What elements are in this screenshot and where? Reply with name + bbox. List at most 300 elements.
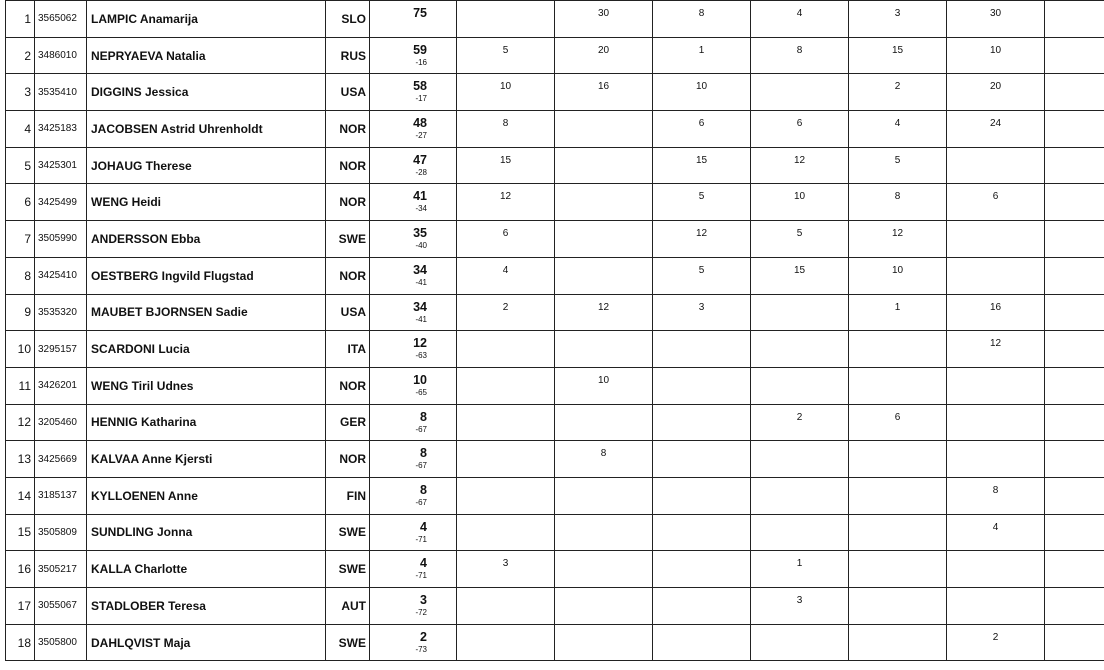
- race-points-cell: [457, 37, 555, 74]
- race-points-cell: [555, 331, 653, 368]
- points-cell: [370, 111, 457, 148]
- race-points-cell: [849, 147, 947, 184]
- race-points-cell: [1045, 514, 1104, 551]
- watermark: [1098, 654, 1104, 670]
- race-points-cell: [457, 441, 555, 478]
- race-points-cell: [555, 404, 653, 441]
- race-points-cell: [947, 551, 1045, 588]
- race-points: 8: [849, 191, 946, 202]
- table-row: [6, 514, 1104, 551]
- athlete-name-cell: DAHLQVIST Maja: [87, 624, 326, 661]
- race-points: 15: [751, 265, 848, 276]
- race-points-cell: [751, 551, 849, 588]
- nation-cell: NOR: [326, 367, 370, 404]
- fis-code-cell: 3505800: [35, 624, 87, 661]
- race-points-cell: [653, 367, 751, 404]
- race-points-cell: [849, 257, 947, 294]
- total-points: 58: [370, 79, 427, 93]
- total-points: 4: [370, 556, 427, 570]
- race-points-cell: [555, 441, 653, 478]
- race-points-cell: [751, 111, 849, 148]
- race-points-cell: [947, 624, 1045, 661]
- race-points-cell: [947, 111, 1045, 148]
- race-points: 3: [751, 595, 848, 606]
- race-points-cell: [457, 551, 555, 588]
- table-row: [6, 257, 1104, 294]
- race-points-cell: [1045, 147, 1104, 184]
- race-points: 4: [947, 522, 1044, 533]
- race-points-cell: [555, 588, 653, 625]
- points-cell: [370, 184, 457, 221]
- athlete-name-cell: LAMPIC Anamarija: [87, 1, 326, 38]
- rank-cell: 11: [6, 367, 35, 404]
- nation-cell: USA: [326, 74, 370, 111]
- points-behind: -63: [370, 351, 427, 361]
- race-points-cell: [653, 147, 751, 184]
- race-points: 5: [751, 228, 848, 239]
- fis-code-cell: 3535320: [35, 294, 87, 331]
- fis-code-cell: 3425499: [35, 184, 87, 221]
- athlete-name-cell: JOHAUG Therese: [87, 147, 326, 184]
- race-points-cell: [947, 257, 1045, 294]
- race-points-cell: [947, 147, 1045, 184]
- total-points: 3: [370, 593, 427, 607]
- race-points-cell: [653, 37, 751, 74]
- race-points-cell: [555, 514, 653, 551]
- race-points-cell: [751, 257, 849, 294]
- nation-cell: NOR: [326, 441, 370, 478]
- athlete-name-cell: MAUBET BJORNSEN Sadie: [87, 294, 326, 331]
- athlete-name-cell: KALVAA Anne Kjersti: [87, 441, 326, 478]
- rank-cell: 5: [6, 147, 35, 184]
- race-points-cell: [751, 37, 849, 74]
- total-points: 35: [370, 226, 427, 240]
- race-points-cell: [653, 111, 751, 148]
- race-points-cell: [555, 477, 653, 514]
- table-row: [6, 331, 1104, 368]
- race-points: 8: [555, 448, 652, 459]
- points-behind: -34: [370, 204, 427, 214]
- race-points: 1: [849, 302, 946, 313]
- table-row: [6, 588, 1104, 625]
- race-points: 3: [457, 558, 554, 569]
- points-cell: [370, 147, 457, 184]
- race-points: 5: [653, 191, 750, 202]
- fis-code-cell: 3185137: [35, 477, 87, 514]
- race-points-cell: [849, 477, 947, 514]
- race-points-cell: [947, 74, 1045, 111]
- race-points-cell: [751, 147, 849, 184]
- race-points-cell: [751, 1, 849, 38]
- nation-cell: GER: [326, 404, 370, 441]
- race-points-cell: [751, 588, 849, 625]
- race-points: 20: [555, 45, 652, 56]
- athlete-name-cell: NEPRYAEVA Natalia: [87, 37, 326, 74]
- race-points-cell: [457, 367, 555, 404]
- points-behind: -72: [370, 608, 427, 618]
- athlete-name-cell: DIGGINS Jessica: [87, 74, 326, 111]
- race-points-cell: [555, 221, 653, 258]
- athlete-name-cell: KALLA Charlotte: [87, 551, 326, 588]
- race-points-cell: [751, 294, 849, 331]
- race-points: 8: [457, 118, 554, 129]
- race-points-cell: [751, 441, 849, 478]
- total-points: 2: [370, 630, 427, 644]
- athlete-name-cell: SCARDONI Lucia: [87, 331, 326, 368]
- points-cell: [370, 624, 457, 661]
- points-cell: [370, 221, 457, 258]
- points-behind: -40: [370, 241, 427, 251]
- race-points-cell: [1045, 221, 1104, 258]
- points-behind: -65: [370, 388, 427, 398]
- race-points: 3: [849, 8, 946, 19]
- nation-cell: NOR: [326, 184, 370, 221]
- race-points: 10: [849, 265, 946, 276]
- fis-code-cell: 3486010: [35, 37, 87, 74]
- fis-code-cell: 3426201: [35, 367, 87, 404]
- race-points: 4: [457, 265, 554, 276]
- table-row: [6, 1, 1104, 38]
- total-points: 8: [370, 483, 427, 497]
- race-points-cell: [653, 551, 751, 588]
- race-points: 12: [751, 155, 848, 166]
- points-cell: [370, 74, 457, 111]
- race-points: 12: [849, 228, 946, 239]
- race-points-cell: [751, 624, 849, 661]
- race-points: 8: [653, 8, 750, 19]
- fis-code-cell: 3505990: [35, 221, 87, 258]
- table-row: [6, 367, 1104, 404]
- rank-cell: 17: [6, 588, 35, 625]
- fis-code-cell: 3425410: [35, 257, 87, 294]
- athlete-name-cell: ANDERSSON Ebba: [87, 221, 326, 258]
- race-points: 10: [555, 375, 652, 386]
- table-row: [6, 37, 1104, 74]
- points-behind: -17: [370, 94, 427, 104]
- rank-cell: 14: [6, 477, 35, 514]
- race-points-cell: [1045, 367, 1104, 404]
- points-behind: -73: [370, 645, 427, 655]
- total-points: 41: [370, 189, 427, 203]
- nation-cell: SWE: [326, 624, 370, 661]
- race-points-cell: [1045, 477, 1104, 514]
- race-points: 20: [947, 81, 1044, 92]
- race-points-cell: [849, 624, 947, 661]
- nation-cell: NOR: [326, 111, 370, 148]
- race-points-cell: [751, 514, 849, 551]
- rank-cell: 6: [6, 184, 35, 221]
- race-points-cell: [555, 551, 653, 588]
- rank-cell: 4: [6, 111, 35, 148]
- race-points-cell: [457, 588, 555, 625]
- table-row: [6, 147, 1104, 184]
- race-points-cell: [1045, 74, 1104, 111]
- race-points: 2: [849, 81, 946, 92]
- points-cell: [370, 441, 457, 478]
- race-points-cell: [653, 331, 751, 368]
- race-points-cell: [653, 294, 751, 331]
- nation-cell: NOR: [326, 257, 370, 294]
- race-points-cell: [653, 588, 751, 625]
- rank-cell: 13: [6, 441, 35, 478]
- points-behind: -16: [370, 58, 427, 68]
- points-cell: [370, 37, 457, 74]
- race-points: 15: [849, 45, 946, 56]
- race-points: 16: [947, 302, 1044, 313]
- race-points: 6: [457, 228, 554, 239]
- rank-cell: 15: [6, 514, 35, 551]
- fis-code-cell: 3295157: [35, 331, 87, 368]
- total-points: 8: [370, 410, 427, 424]
- race-points-cell: [947, 221, 1045, 258]
- race-points-cell: [653, 184, 751, 221]
- points-cell: [370, 514, 457, 551]
- race-points-cell: [947, 404, 1045, 441]
- athlete-name-cell: JACOBSEN Astrid Uhrenholdt: [87, 111, 326, 148]
- race-points: 6: [849, 412, 946, 423]
- race-points: 4: [751, 8, 848, 19]
- athlete-name-cell: HENNIG Katharina: [87, 404, 326, 441]
- total-points: 75: [370, 6, 427, 20]
- race-points-cell: [1045, 331, 1104, 368]
- race-points-cell: [653, 441, 751, 478]
- table-row: [6, 111, 1104, 148]
- race-points-cell: [751, 184, 849, 221]
- race-points-cell: [457, 477, 555, 514]
- race-points-cell: [849, 111, 947, 148]
- athlete-name-cell: WENG Tiril Udnes: [87, 367, 326, 404]
- race-points: 4: [849, 118, 946, 129]
- race-points-cell: [555, 74, 653, 111]
- race-points-cell: [751, 331, 849, 368]
- points-behind: -28: [370, 168, 427, 178]
- race-points-cell: [1045, 37, 1104, 74]
- points-behind: -67: [370, 498, 427, 508]
- race-points-cell: [457, 514, 555, 551]
- race-points-cell: [555, 184, 653, 221]
- race-points-cell: [1045, 551, 1104, 588]
- race-points-cell: [457, 404, 555, 441]
- race-points-cell: [653, 1, 751, 38]
- points-behind: -71: [370, 535, 427, 545]
- table-row: [6, 551, 1104, 588]
- fis-code-cell: 3205460: [35, 404, 87, 441]
- race-points-cell: [653, 257, 751, 294]
- race-points-cell: [751, 477, 849, 514]
- race-points: 6: [653, 118, 750, 129]
- nation-cell: USA: [326, 294, 370, 331]
- race-points: 30: [947, 8, 1044, 19]
- race-points: 10: [947, 45, 1044, 56]
- race-points-cell: [947, 184, 1045, 221]
- race-points-cell: [849, 184, 947, 221]
- race-points: 5: [849, 155, 946, 166]
- race-points-cell: [947, 1, 1045, 38]
- race-points-cell: [653, 477, 751, 514]
- race-points-cell: [457, 111, 555, 148]
- table-row: [6, 441, 1104, 478]
- race-points: 2: [751, 412, 848, 423]
- race-points: 5: [653, 265, 750, 276]
- race-points-cell: [947, 367, 1045, 404]
- nation-cell: SWE: [326, 221, 370, 258]
- race-points-cell: [457, 184, 555, 221]
- points-cell: [370, 331, 457, 368]
- fis-code-cell: 3425669: [35, 441, 87, 478]
- race-points-cell: [947, 331, 1045, 368]
- points-behind: -41: [370, 278, 427, 288]
- race-points: 2: [947, 632, 1044, 643]
- nation-cell: AUT: [326, 588, 370, 625]
- points-cell: [370, 551, 457, 588]
- race-points-cell: [555, 257, 653, 294]
- nation-cell: RUS: [326, 37, 370, 74]
- points-cell: [370, 1, 457, 38]
- standings-table: [5, 0, 1104, 661]
- race-points: 8: [751, 45, 848, 56]
- athlete-name-cell: WENG Heidi: [87, 184, 326, 221]
- race-points: 2: [457, 302, 554, 313]
- race-points: 10: [653, 81, 750, 92]
- race-points-cell: [1045, 111, 1104, 148]
- race-points: 24: [947, 118, 1044, 129]
- race-points-cell: [947, 514, 1045, 551]
- total-points: 8: [370, 446, 427, 460]
- table-row: [6, 404, 1104, 441]
- race-points-cell: [653, 221, 751, 258]
- rank-cell: 8: [6, 257, 35, 294]
- fis-code-cell: 3055067: [35, 588, 87, 625]
- race-points-cell: [457, 147, 555, 184]
- table-row: [6, 184, 1104, 221]
- race-points-cell: [457, 1, 555, 38]
- points-cell: [370, 588, 457, 625]
- athlete-name-cell: OESTBERG Ingvild Flugstad: [87, 257, 326, 294]
- race-points-cell: [849, 221, 947, 258]
- points-cell: [370, 294, 457, 331]
- athlete-name-cell: SUNDLING Jonna: [87, 514, 326, 551]
- race-points-cell: [1045, 184, 1104, 221]
- rank-cell: 9: [6, 294, 35, 331]
- nation-cell: SLO: [326, 1, 370, 38]
- race-points-cell: [947, 588, 1045, 625]
- race-points-cell: [1045, 257, 1104, 294]
- table-row: [6, 624, 1104, 661]
- race-points-cell: [849, 367, 947, 404]
- fis-code-cell: 3425301: [35, 147, 87, 184]
- nation-cell: FIN: [326, 477, 370, 514]
- points-cell: [370, 477, 457, 514]
- race-points-cell: [555, 111, 653, 148]
- race-points-cell: [849, 514, 947, 551]
- total-points: 12: [370, 336, 427, 350]
- race-points: 5: [457, 45, 554, 56]
- nation-cell: SWE: [326, 551, 370, 588]
- table-row: [6, 74, 1104, 111]
- race-points-cell: [555, 37, 653, 74]
- fis-code-cell: 3505217: [35, 551, 87, 588]
- total-points: 34: [370, 263, 427, 277]
- race-points-cell: [457, 257, 555, 294]
- rank-cell: 12: [6, 404, 35, 441]
- race-points: 10: [457, 81, 554, 92]
- race-points-cell: [751, 221, 849, 258]
- race-points-cell: [1045, 441, 1104, 478]
- rank-cell: 2: [6, 37, 35, 74]
- race-points-cell: [947, 477, 1045, 514]
- race-points-cell: [849, 404, 947, 441]
- race-points: 8: [947, 485, 1044, 496]
- race-points-cell: [457, 331, 555, 368]
- nation-cell: NOR: [326, 147, 370, 184]
- race-points-cell: [849, 441, 947, 478]
- race-points: 6: [751, 118, 848, 129]
- race-points: 1: [751, 558, 848, 569]
- race-points: 3: [653, 302, 750, 313]
- points-behind: -67: [370, 461, 427, 471]
- total-points: 47: [370, 153, 427, 167]
- race-points-cell: [849, 294, 947, 331]
- race-points-cell: [849, 74, 947, 111]
- race-points-cell: [849, 37, 947, 74]
- race-points-cell: [751, 367, 849, 404]
- total-points: 4: [370, 520, 427, 534]
- race-points-cell: [1045, 1, 1104, 38]
- race-points-cell: [849, 588, 947, 625]
- fis-code-cell: 3535410: [35, 74, 87, 111]
- fis-code-cell: 3565062: [35, 1, 87, 38]
- points-behind: -27: [370, 131, 427, 141]
- race-points: 12: [555, 302, 652, 313]
- race-points-cell: [555, 294, 653, 331]
- race-points: 15: [457, 155, 554, 166]
- race-points: 12: [947, 338, 1044, 349]
- nation-cell: ITA: [326, 331, 370, 368]
- table-row: [6, 221, 1104, 258]
- rank-cell: 10: [6, 331, 35, 368]
- race-points-cell: [457, 74, 555, 111]
- race-points-cell: [653, 624, 751, 661]
- fis-code-cell: 3505809: [35, 514, 87, 551]
- points-cell: [370, 367, 457, 404]
- race-points: 12: [457, 191, 554, 202]
- race-points-cell: [849, 1, 947, 38]
- table-row: [6, 477, 1104, 514]
- points-cell: [370, 257, 457, 294]
- race-points: 1: [653, 45, 750, 56]
- points-behind: -67: [370, 425, 427, 435]
- athlete-name-cell: KYLLOENEN Anne: [87, 477, 326, 514]
- race-points-cell: [947, 37, 1045, 74]
- race-points: 10: [751, 191, 848, 202]
- points-cell: [370, 404, 457, 441]
- race-points-cell: [653, 74, 751, 111]
- race-points: 15: [653, 155, 750, 166]
- race-points-cell: [555, 624, 653, 661]
- race-points-cell: [555, 147, 653, 184]
- race-points-cell: [1045, 294, 1104, 331]
- points-behind: -41: [370, 315, 427, 325]
- race-points-cell: [555, 367, 653, 404]
- nation-cell: SWE: [326, 514, 370, 551]
- race-points-cell: [555, 1, 653, 38]
- total-points: 59: [370, 43, 427, 57]
- total-points: 34: [370, 300, 427, 314]
- race-points-cell: [653, 514, 751, 551]
- race-points-cell: [947, 441, 1045, 478]
- race-points-cell: [947, 294, 1045, 331]
- race-points: 6: [947, 191, 1044, 202]
